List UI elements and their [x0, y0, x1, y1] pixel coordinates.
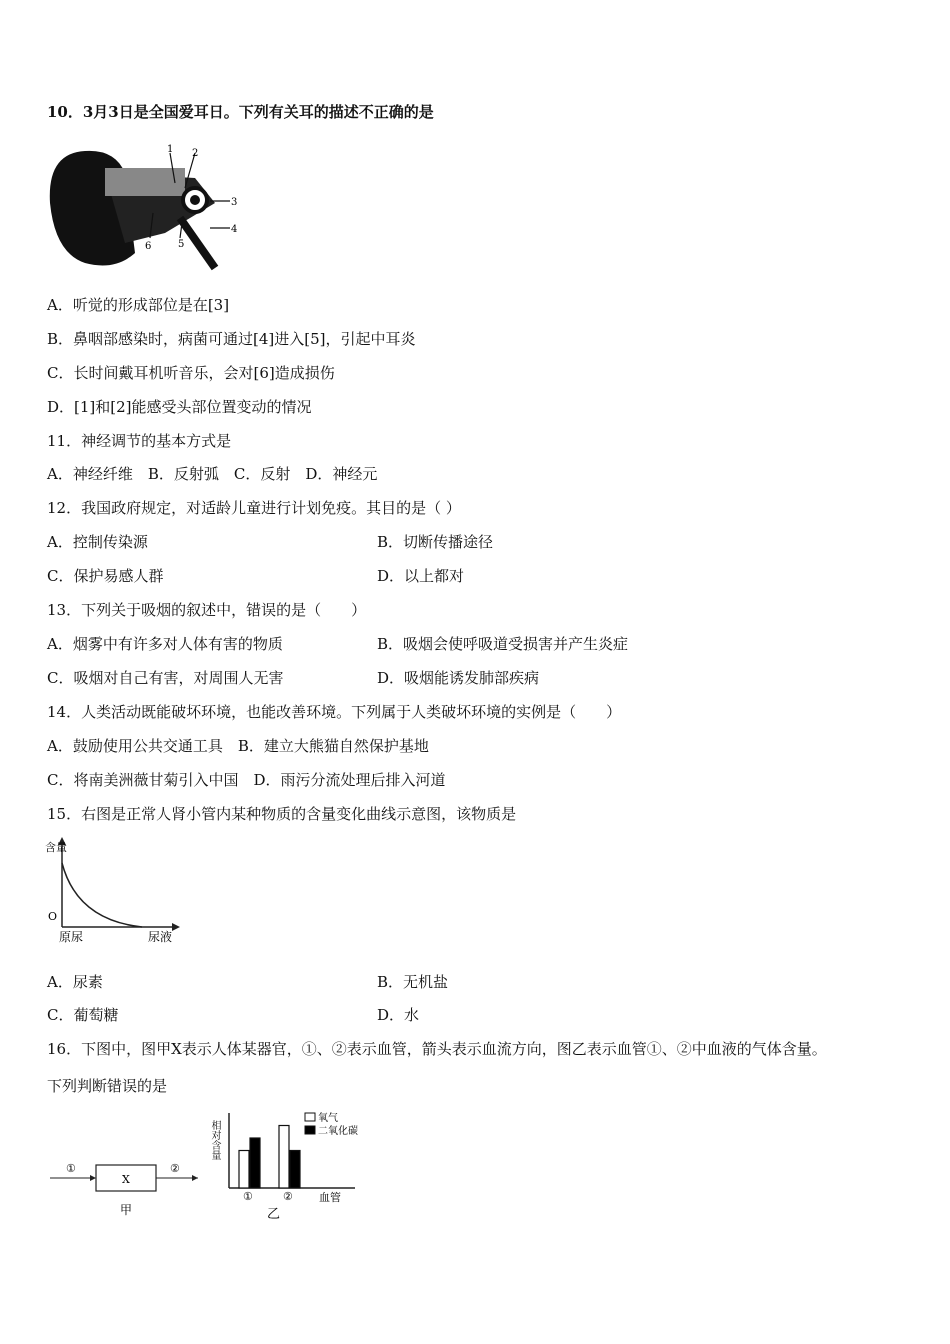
ear-label-6: 6: [145, 241, 152, 252]
q15-stem: 15．右图是正常人肾小管内某种物质的含量变化曲线示意图，该物质是: [47, 805, 517, 823]
q13-option-c: C．吸烟对自己有害，对周围人无害: [47, 669, 284, 687]
q12-option-c: C．保护易感人群: [47, 567, 164, 585]
q13-option-d: D．吸烟能诱发肺部疾病: [377, 669, 540, 687]
q16-stem-line1: 16．下图中，图甲X表示人体某器官，①、②表示血管，箭头表示血流方向，图乙表示血管①、②中血液的气体含量。: [47, 1040, 827, 1058]
q13-stem: 13．下列关于吸烟的叙述中，错误的是（ ）: [47, 601, 367, 619]
q15-option-d: D．水: [377, 1006, 420, 1024]
q14-options-line2: C．将南美洲薇甘菊引入中国 D．雨污分流处理后排入河道: [47, 771, 446, 789]
q12-option-a: A．控制传染源: [47, 533, 148, 551]
ear-label-4: 4: [231, 224, 238, 235]
q10-option-a: A．听觉的形成部位是在[3]: [47, 296, 230, 314]
bar-氧气-2: [279, 1126, 289, 1189]
vessel-in-label: ①: [66, 1162, 76, 1175]
q13-option-b: B．吸烟会使呼吸道受损害并产生炎症: [377, 635, 629, 653]
bar-二氧化碳-1: [250, 1138, 260, 1188]
bar-二氧化碳-2: [290, 1151, 300, 1189]
q12-stem: 12．我国政府规定，对适龄儿童进行计划免疫。其目的是（ ）: [47, 499, 461, 517]
bar-chart-y-axis-label: 相对含量: [209, 1120, 220, 1160]
curve-x-start: 原尿: [59, 930, 84, 944]
q15-option-b: B．无机盐: [377, 973, 449, 991]
q16-figure-jia: [48, 1130, 198, 1220]
q15-curve-figure: [42, 835, 187, 945]
figure-jia-caption: 甲: [120, 1203, 133, 1217]
vessel-out-label: ②: [170, 1162, 180, 1175]
q10-option-b: B．鼻咽部感染时，病菌可通过[4]进入[5]，引起中耳炎: [47, 330, 416, 348]
q11-options: A．神经纤维 B．反射弧 C．反射 D．神经元: [47, 465, 378, 483]
q12-option-b: B．切断传播途径: [377, 533, 494, 551]
x-tick-label: ②: [283, 1190, 293, 1203]
legend-label: 氧气: [318, 1113, 338, 1124]
q16-bar-chart: [205, 1108, 385, 1223]
curve-ylabel: 含量: [45, 841, 67, 854]
bar-氧气-1: [239, 1151, 249, 1189]
q14-options-line1: A．鼓励使用公共交通工具 B．建立大熊猫自然保护基地: [47, 737, 429, 755]
ear-label-2: 2: [192, 148, 199, 159]
chart-title: 乙: [267, 1207, 281, 1222]
curve-x-end: 尿液: [148, 930, 173, 944]
x-axis-label: 血管: [319, 1191, 341, 1204]
legend-swatch: [305, 1113, 315, 1121]
ear-label-5: 5: [178, 239, 185, 250]
q15-option-c: C．葡萄糖: [47, 1006, 119, 1024]
organ-x-label: X: [122, 1173, 130, 1186]
curve-origin: O: [48, 910, 58, 923]
q14-stem: 14．人类活动既能破坏环境，也能改善环境。下列属于人类破坏环境的实例是（ ）: [47, 703, 622, 721]
q10-stem: 10．3月3日是全国爱耳日。下列有关耳的描述不正确的是: [47, 103, 434, 121]
ear-label-1: 1: [167, 144, 174, 155]
q16-stem-line2: 下列判断错误的是: [47, 1077, 168, 1095]
q10-option-d: D．[1]和[2]能感受头部位置变动的情况: [47, 398, 312, 416]
q15-option-a: A．尿素: [47, 973, 103, 991]
ear-label-3: 3: [231, 197, 238, 208]
ear-anatomy-figure: [45, 143, 240, 273]
x-tick-label: ①: [243, 1190, 253, 1203]
q13-option-a: A．烟雾中有许多对人体有害的物质: [47, 635, 283, 653]
q11-stem: 11．神经调节的基本方式是: [47, 432, 232, 450]
q12-option-d: D．以上都对: [377, 567, 465, 585]
legend-swatch: [305, 1126, 315, 1134]
legend-label: 二氧化碳: [318, 1126, 358, 1137]
q10-option-c: C．长时间戴耳机听音乐，会对[6]造成损伤: [47, 364, 335, 382]
